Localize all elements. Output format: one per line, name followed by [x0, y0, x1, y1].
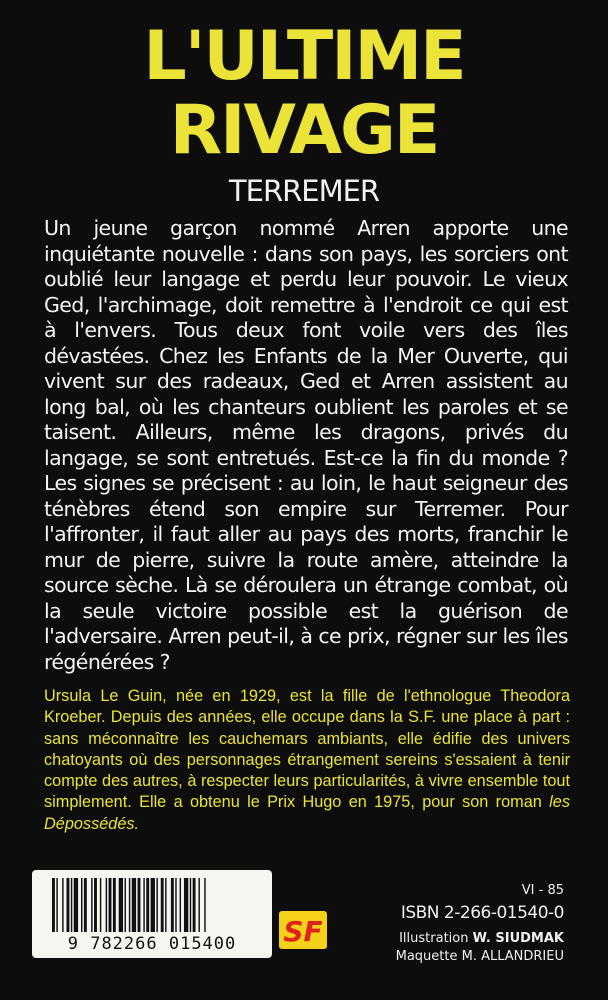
synopsis-text: Un jeune garçon nommé Arren apporte une inquiétante nouvelle : dans son pays, les sorciers ont oublié leur langage et perdu leur pouvoir. Le vieux Ged, l'archimage, doit remettre à l'endroit ce qui est à l'envers. Tous deux font voile vers des îles dévastées. Chez les Enfants de la Mer Ouverte, qui vivent sur des radeaux, Ged et Arren assistent au long bal, où les chanteurs oublient les paroles et se taisent. Ailleurs, même les dragons, privés du langage, se sont entretués. Est-ce la fin du monde ? Les signes se précisent : au loin, le haut seigneur des ténèbres étend son empire sur Terremer. Pour l'affronter, il faut aller au pays des morts, franchir le mur de pierre, suivre la route amère, atteindre la source sèche. Là se déroulera un étrange combat, où la seule victoire possible est la guérison de l'adversaire. Arren peut-il, à ce prix, régner sur les îles régénérées ?	[44, 216, 568, 674]
series-name: TERREMER	[228, 174, 380, 208]
author-bio-text: Ursula Le Guin, née en 1929, est la fille de l'ethnologue Theodora Kroeber. Depuis des années, elle occupe dans la S.F. une place à part : sans méconnaître les cauchemars ambiants, elle édifie des univers chatoyants où des personnages étrangement sereins s'essaient à tenir compte des autres, à respecter leurs particularités, à vivre ensemble tout simplement. Elle a obtenu le Prix Hugo en 1975, pour son roman	[44, 687, 570, 812]
barcode-bars	[50, 878, 254, 932]
barcode	[32, 870, 272, 958]
isbn: ISBN 2-266-01540-0	[400, 903, 564, 923]
illustration-credit	[399, 931, 564, 946]
author-bio	[44, 686, 570, 835]
illustrator-name: W. SIUDMAK	[472, 931, 564, 946]
book-title-reference: les Dépossédés.	[44, 793, 570, 833]
print-code: VI - 85	[521, 883, 564, 898]
sf-publisher-logo-icon	[278, 908, 328, 952]
layout-credit: Maquette M. ALLANDRIEU	[395, 949, 564, 964]
illustration-label: Illustration	[399, 931, 469, 946]
title-line-2: RIVAGE	[169, 91, 439, 170]
title-line-1: L'ULTIME	[143, 17, 465, 96]
sf-logo-text: SF	[283, 915, 323, 948]
barcode-digits: 9 782266 015400	[67, 934, 237, 954]
